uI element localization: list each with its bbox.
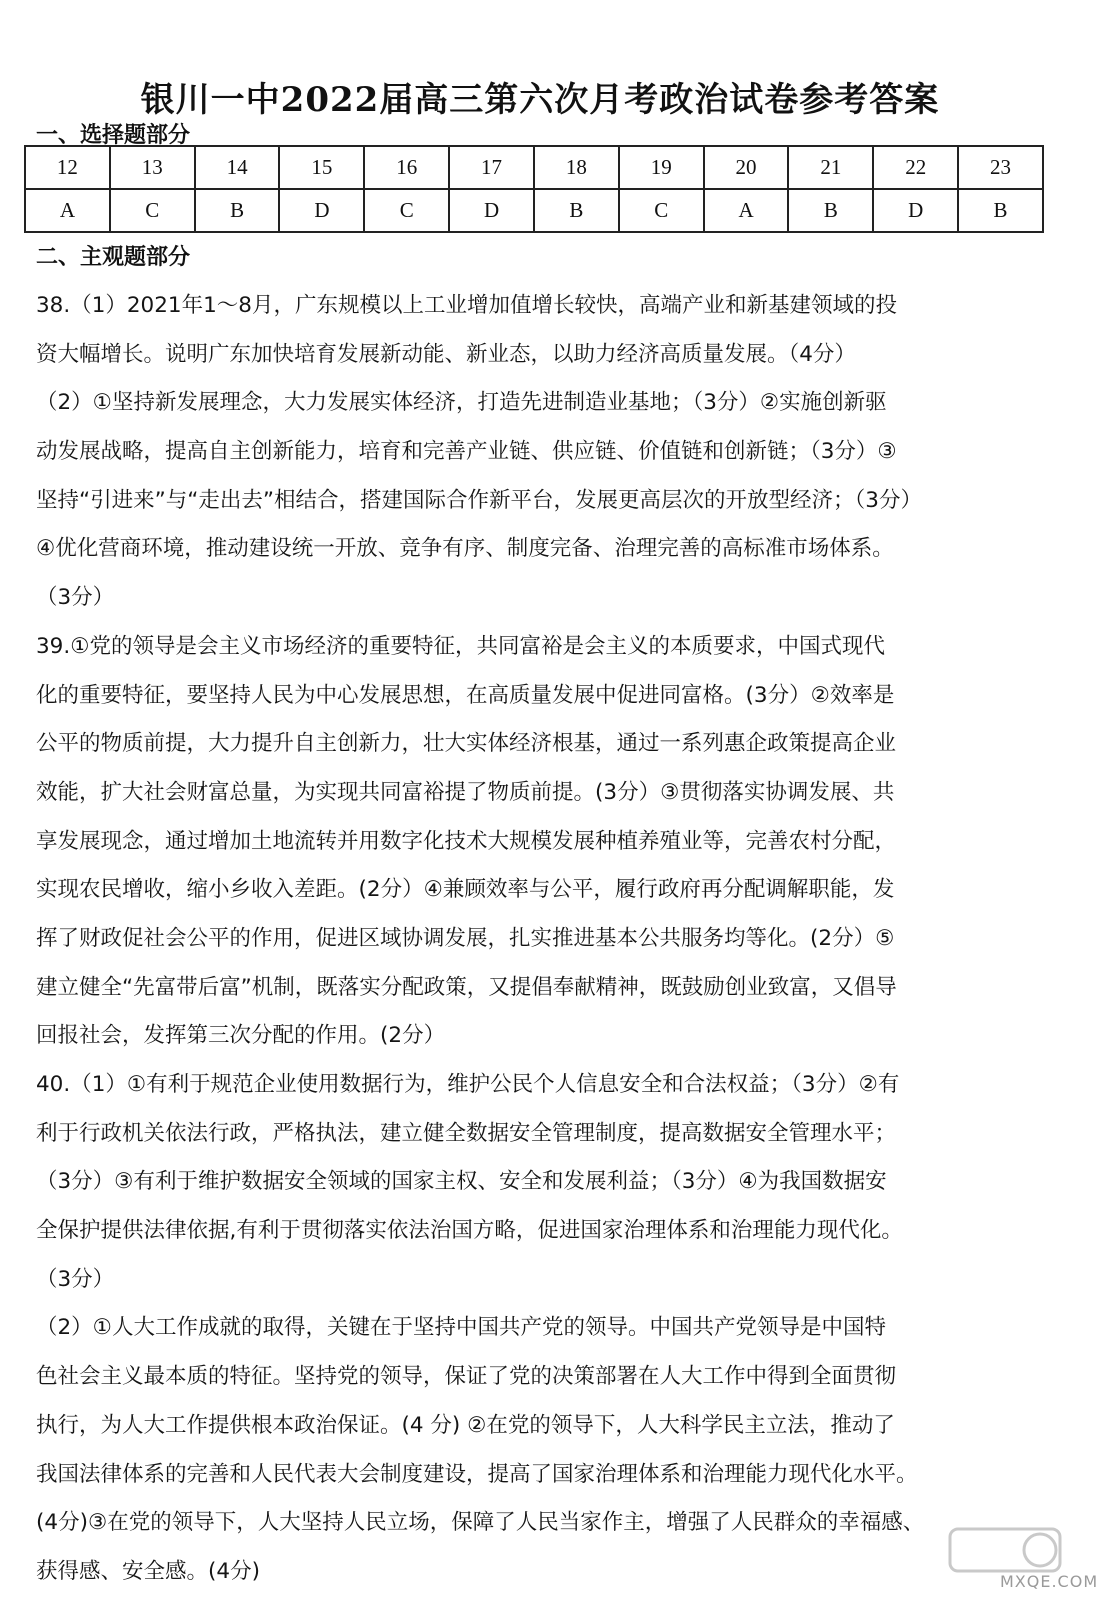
answer-line: 执行，为人大工作提供根本政治保证。(4 分) ②在党的领导下，人大科学民主立法，推动了	[36, 1412, 895, 1438]
answer-cell: C	[110, 189, 195, 232]
answer-line: 实现农民增收，缩小乡收入差距。(2分）④兼顾效率与公平，履行政府再分配调解职能，发	[36, 877, 895, 903]
question-number-cell: 18	[534, 146, 619, 189]
question-number-cell: 20	[704, 146, 789, 189]
answer-line: 挥了财政促社会公平的作用，促进区域协调发展，扎实推进基本公共服务均等化。(2分）⑤	[36, 925, 895, 951]
answer-line: 色社会主义最本质的特征。坚持党的领导，保证了党的决策部署在人大工作中得到全面贯彻	[36, 1364, 897, 1390]
answer-cell: A	[704, 189, 789, 232]
section-heading-subjective: 二、主观题部分	[36, 245, 191, 270]
question-number-cell: 23	[958, 146, 1043, 189]
answer-line: 化的重要特征，要坚持人民为中心发展思想，在高质量发展中促进同富格。(3分）②效率是	[36, 682, 895, 708]
answer-cell: B	[788, 189, 873, 232]
answer-line: 获得感、安全感。(4分)	[36, 1558, 260, 1584]
answer-line: 建立健全“先富带后富”机制，既落实分配政策，又提倡奉献精神，既鼓励创业致富，又倡导	[36, 974, 897, 1000]
answer-table	[24, 145, 1044, 233]
answer-line: 40.（1）①有利于规范企业使用数据行为，维护公民个人信息安全和合法权益；（3分）②有	[36, 1072, 900, 1097]
watermark-text: MXQE.COM	[1000, 1572, 1098, 1591]
answer-cell: D	[449, 189, 534, 232]
answer-cell: B	[534, 189, 619, 232]
question-number-cell: 21	[788, 146, 873, 189]
question-number-cell: 13	[110, 146, 195, 189]
question-number-cell: 14	[195, 146, 280, 189]
answer-line: 利于行政机关依法行政，严格执法，建立健全数据安全管理制度，提高数据安全管理水平；	[36, 1120, 897, 1146]
answer-line: 回报社会，发挥第三次分配的作用。(2分）	[36, 1023, 446, 1049]
answer-cell: A	[25, 189, 110, 232]
answer-cell: C	[364, 189, 449, 232]
answer-line: 公平的物质前提，大力提升自主创新力，壮大实体经济根基，通过一系列惠企政策提高企业	[36, 731, 897, 757]
answer-line: （3分）	[36, 585, 115, 611]
table-row-numbers	[25, 146, 1043, 189]
answer-line: 我国法律体系的完善和人民代表大会制度建设，提高了国家治理体系和治理能力现代化水平。	[36, 1461, 918, 1487]
section-heading-choice: 一、选择题部分	[36, 123, 191, 148]
answer-line: 全保护提供法律依据,有利于贯彻落实依法治国方略，促进国家治理体系和治理能力现代化。	[36, 1218, 903, 1244]
answer-line: （2）①坚持新发展理念，大力发展实体经济，打造先进制造业基地；（3分）②实施创新驱	[36, 390, 887, 416]
answer-line: 享发展现念，通过增加土地流转并用数字化技术大规模发展种植养殖业等，完善农村分配，	[36, 828, 897, 854]
answer-line: 效能，扩大社会财富总量，为实现共同富裕提了物质前提。(3分）③贯彻落实协调发展、共	[36, 779, 895, 805]
answer-line: 39.①党的领导是会主义市场经济的重要特征，共同富裕是会主义的本质要求，中国式现代	[36, 633, 885, 659]
answer-cell: D	[279, 189, 364, 232]
table-row-answers	[25, 189, 1043, 232]
question-number-cell: 15	[279, 146, 364, 189]
question-number-cell: 12	[25, 146, 110, 189]
answer-line: 动发展战略，提高自主创新能力，培育和完善产业链、供应链、价值链和创新链；（3分）③	[36, 439, 897, 465]
question-number-cell: 22	[873, 146, 958, 189]
answer-line: 资大幅增长。说明广东加快培育发展新动能、新业态，以助力经济高质量发展。（4分）	[36, 341, 856, 367]
answer-cell: C	[619, 189, 704, 232]
answer-line: 坚持“引进来”与“走出去”相结合，搭建国际合作新平台，发展更高层次的开放型经济；（3分）	[36, 487, 922, 513]
answer-line: （3分）③有利于维护数据安全领域的国家主权、安全和发展利益；（3分）④为我国数据安	[36, 1169, 887, 1195]
question-number-cell: 16	[364, 146, 449, 189]
question-number-cell: 17	[449, 146, 534, 189]
answer-body	[36, 282, 1036, 1597]
answer-cell: D	[873, 189, 958, 232]
answer-line: 38.（1）2021年1～8月，广东规模以上工业增加值增长较快，高端产业和新基建领域的投	[36, 293, 897, 318]
page-title: 银川一中2022届高三第六次月考政治试卷参考答案	[140, 80, 940, 120]
question-number-cell: 19	[619, 146, 704, 189]
answer-line: (4分)③在党的领导下，人大坚持人民立场，保障了人民当家作主，增强了人民群众的幸福感、	[36, 1510, 925, 1536]
answer-cell: B	[958, 189, 1043, 232]
answer-line: ④优化营商环境，推动建设统一开放、竞争有序、制度完备、治理完善的高标准市场体系。	[36, 536, 894, 562]
answer-line: （3分）	[36, 1266, 115, 1292]
answer-cell: B	[195, 189, 280, 232]
answer-line: （2）①人大工作成就的取得，关键在于坚持中国共产党的领导。中国共产党领导是中国特	[36, 1315, 886, 1341]
